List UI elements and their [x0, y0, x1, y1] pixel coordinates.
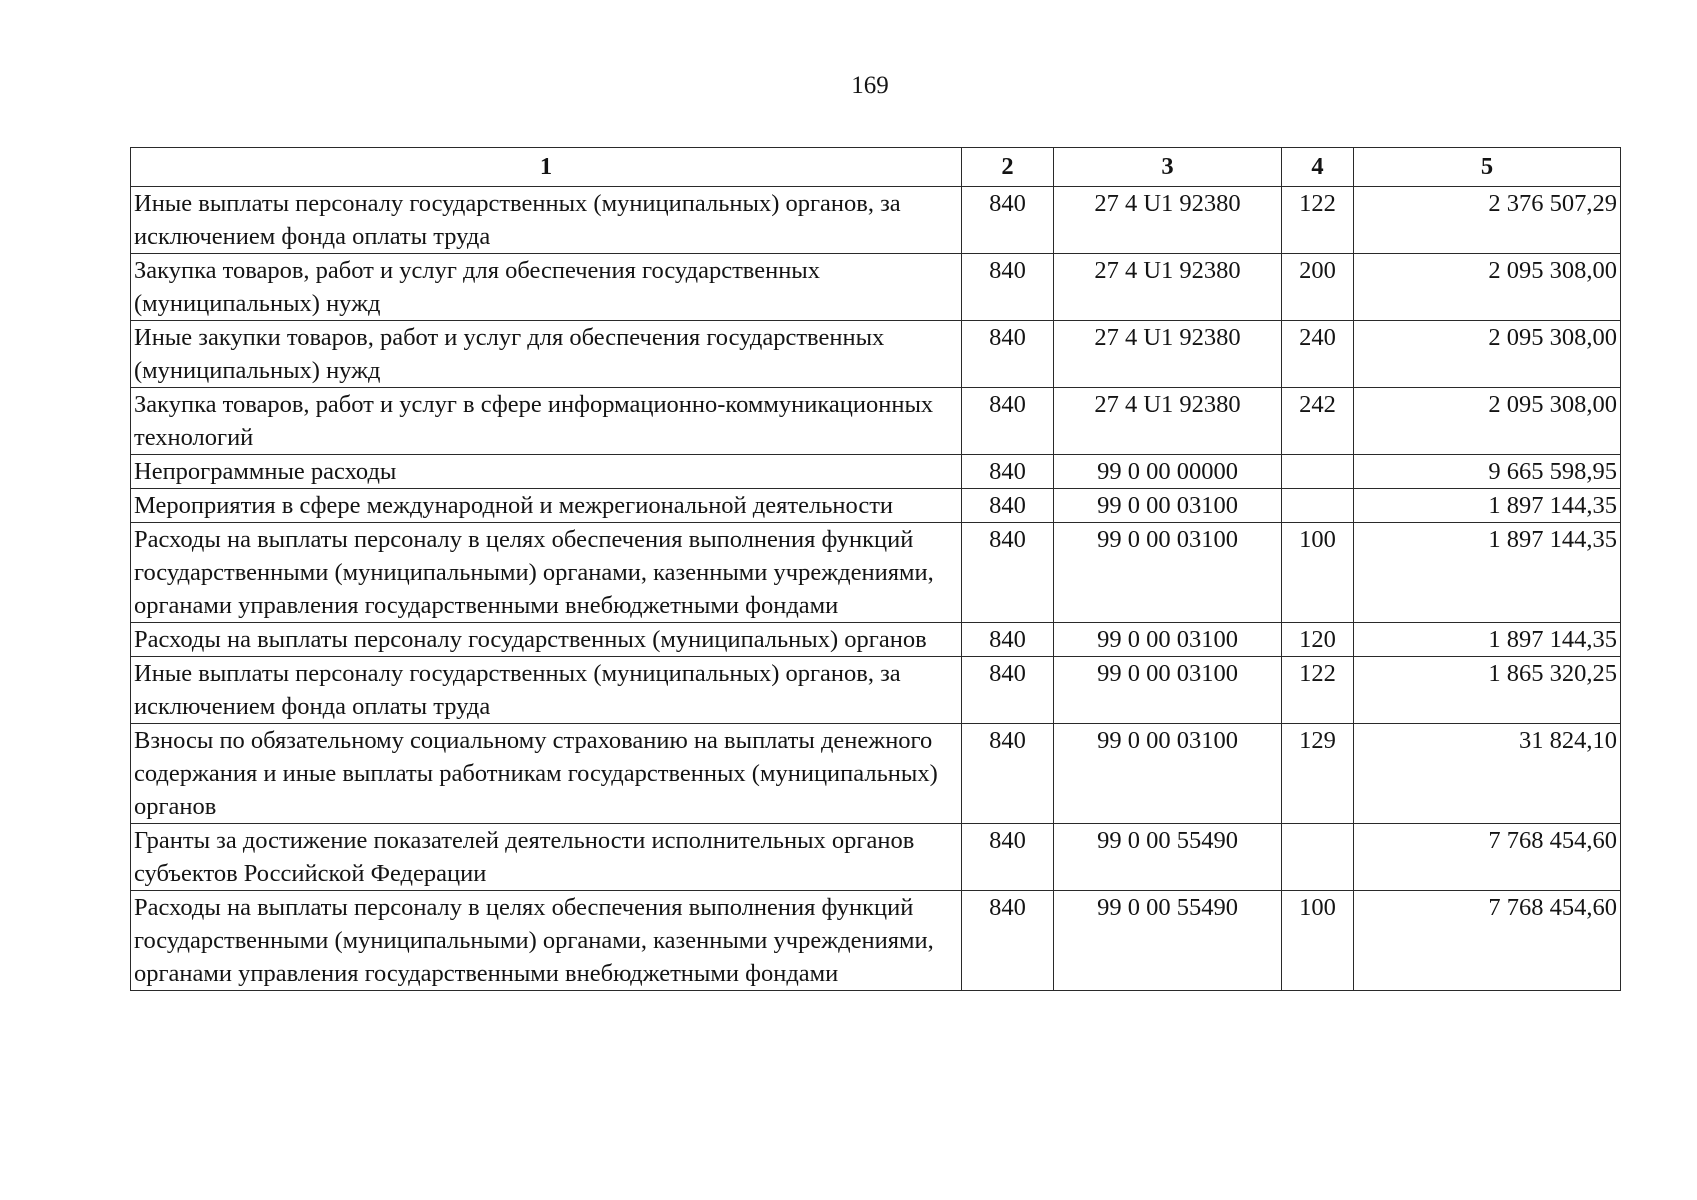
ministry-code: 840 — [962, 724, 1054, 824]
expense-name: Взносы по обязательному социальному страхованию на выплаты денежного содержания и иные выплаты работникам государственных (муниципальных) органов — [131, 724, 962, 824]
expense-name: Иные закупки товаров, работ и услуг для обеспечения государственных (муниципальных) нужд — [131, 321, 962, 388]
target-article-code: 27 4 U1 92380 — [1054, 254, 1282, 321]
amount: 2 095 308,00 — [1354, 321, 1621, 388]
ministry-code: 840 — [962, 657, 1054, 724]
amount: 1 897 144,35 — [1354, 523, 1621, 623]
expense-kind-code: 100 — [1282, 891, 1354, 991]
amount: 1 897 144,35 — [1354, 623, 1621, 657]
target-article-code: 99 0 00 03100 — [1054, 489, 1282, 523]
amount: 31 824,10 — [1354, 724, 1621, 824]
amount: 1 897 144,35 — [1354, 489, 1621, 523]
table-body — [131, 187, 1621, 991]
amount: 7 768 454,60 — [1354, 824, 1621, 891]
target-article-code: 27 4 U1 92380 — [1054, 187, 1282, 254]
ministry-code: 840 — [962, 455, 1054, 489]
target-article-code: 99 0 00 03100 — [1054, 657, 1282, 724]
amount: 7 768 454,60 — [1354, 891, 1621, 991]
table-row — [131, 724, 1621, 824]
amount: 2 376 507,29 — [1354, 187, 1621, 254]
expense-name: Гранты за достижение показателей деятельности исполнительных органов субъектов Российской Федерации — [131, 824, 962, 891]
table-row — [131, 824, 1621, 891]
target-article-code: 99 0 00 03100 — [1054, 724, 1282, 824]
amount: 2 095 308,00 — [1354, 254, 1621, 321]
column-header-4: 4 — [1282, 148, 1354, 187]
ministry-code: 840 — [962, 187, 1054, 254]
expense-kind-code: 242 — [1282, 388, 1354, 455]
expense-name: Непрограммные расходы — [131, 455, 962, 489]
expense-kind-code — [1282, 824, 1354, 891]
table-header — [131, 148, 1621, 187]
ministry-code: 840 — [962, 489, 1054, 523]
ministry-code: 840 — [962, 388, 1054, 455]
ministry-code: 840 — [962, 321, 1054, 388]
expense-name: Закупка товаров, работ и услуг в сфере информационно-коммуникационных технологий — [131, 388, 962, 455]
expense-name: Иные выплаты персоналу государственных (муниципальных) органов, за исключением фонда оплаты труда — [131, 187, 962, 254]
table-row — [131, 523, 1621, 623]
ministry-code: 840 — [962, 254, 1054, 321]
expense-kind-code: 122 — [1282, 187, 1354, 254]
expense-name: Расходы на выплаты персоналу государственных (муниципальных) органов — [131, 623, 962, 657]
expense-kind-code: 129 — [1282, 724, 1354, 824]
table-row — [131, 623, 1621, 657]
target-article-code: 99 0 00 55490 — [1054, 824, 1282, 891]
expense-kind-code — [1282, 455, 1354, 489]
expense-name: Иные выплаты персоналу государственных (муниципальных) органов, за исключением фонда оплаты труда — [131, 657, 962, 724]
table-row — [131, 388, 1621, 455]
budget-table — [130, 147, 1621, 991]
expense-name: Закупка товаров, работ и услуг для обеспечения государственных (муниципальных) нужд — [131, 254, 962, 321]
target-article-code: 27 4 U1 92380 — [1054, 321, 1282, 388]
table-row — [131, 187, 1621, 254]
ministry-code: 840 — [962, 523, 1054, 623]
amount: 1 865 320,25 — [1354, 657, 1621, 724]
amount: 2 095 308,00 — [1354, 388, 1621, 455]
ministry-code: 840 — [962, 824, 1054, 891]
column-header-2: 2 — [962, 148, 1054, 187]
target-article-code: 99 0 00 03100 — [1054, 623, 1282, 657]
ministry-code: 840 — [962, 623, 1054, 657]
column-header-1: 1 — [131, 148, 962, 187]
header-row — [131, 148, 1621, 187]
expense-kind-code: 122 — [1282, 657, 1354, 724]
target-article-code: 99 0 00 00000 — [1054, 455, 1282, 489]
expense-name: Расходы на выплаты персоналу в целях обеспечения выполнения функций государственными (муниципальными) органами, казенными учреждениями, органами управления государственными внебюджетными фондами — [131, 891, 962, 991]
expense-kind-code: 200 — [1282, 254, 1354, 321]
table-row — [131, 657, 1621, 724]
column-header-5: 5 — [1354, 148, 1621, 187]
table-row — [131, 254, 1621, 321]
table-row — [131, 455, 1621, 489]
table-row — [131, 891, 1621, 991]
expense-name: Мероприятия в сфере международной и межрегиональной деятельности — [131, 489, 962, 523]
expense-kind-code: 100 — [1282, 523, 1354, 623]
expense-kind-code — [1282, 489, 1354, 523]
expense-name: Расходы на выплаты персоналу в целях обеспечения выполнения функций государственными (муниципальными) органами, казенными учреждениями, органами управления государственными внебюджетными фондами — [131, 523, 962, 623]
amount: 9 665 598,95 — [1354, 455, 1621, 489]
target-article-code: 99 0 00 03100 — [1054, 523, 1282, 623]
page-number: 169 — [851, 72, 889, 99]
table-row — [131, 321, 1621, 388]
column-header-3: 3 — [1054, 148, 1282, 187]
expense-kind-code: 240 — [1282, 321, 1354, 388]
table-row — [131, 489, 1621, 523]
target-article-code: 27 4 U1 92380 — [1054, 388, 1282, 455]
target-article-code: 99 0 00 55490 — [1054, 891, 1282, 991]
expense-kind-code: 120 — [1282, 623, 1354, 657]
ministry-code: 840 — [962, 891, 1054, 991]
